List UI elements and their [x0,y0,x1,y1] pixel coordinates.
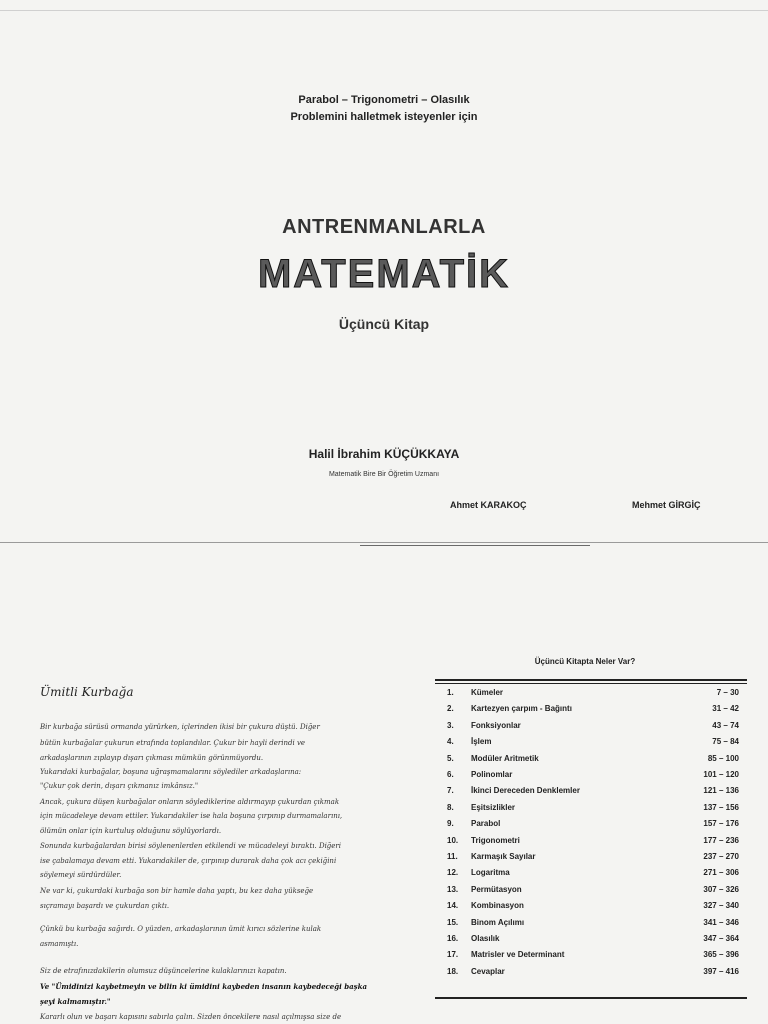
cover-author: Halil İbrahim KÜÇÜKKAYA [308,447,460,461]
toc-row-number: 3. [447,721,454,730]
toc-row [447,836,739,852]
toc-row-number: 17. [447,950,459,959]
toc-row-title: İkinci Dereceden Denklemler [471,786,580,795]
toc-row-pages: 101 – 120 [703,770,739,779]
toc-row-pages: 237 – 270 [703,852,739,861]
toc-row-title: Cevaplar [471,967,505,976]
toc-row-pages: 7 – 30 [716,688,739,697]
toc-heading: Üçüncü Kitapta Neler Var? [534,657,636,666]
story-title: Ümitli Kurbağa [40,685,134,699]
story-line: ise çabalamaya devam etti. Yukarıdakiler de, çırpınıp durarak daha çok acı çekiğini [40,857,337,865]
toc-top-rule [435,679,747,681]
toc-row-title: Trigonometri [471,836,520,845]
toc-row [447,819,739,835]
story-line: sıçramayı başardı ve çukurdan çıktı. [40,902,170,910]
story-line: Ve "Ümidinizi kaybetmeyin ve bilin ki ümidini kaybeden insanın kaybedeceği başka [40,982,368,991]
toc-row-title: Modüler Aritmetik [471,754,539,763]
toc-row-title: Permütasyon [471,885,522,894]
cover-author-role: Matematik Bire Bir Öğretim Uzmanı [328,471,440,478]
toc-row-pages: 31 – 42 [712,704,739,713]
toc-row [447,688,739,704]
toc-top-rule-thin [435,683,747,684]
toc-row [447,950,739,966]
story-line: için mücadeleye devam ettiler. Yukarıdakiler ise hala boşuna çırpınıp durmamalarını, [40,812,343,820]
story-line: Sonunda kurbağalardan birisi söylenenlerden etkilendi ve mücadeleyi bıraktı. Diğeri [40,842,342,850]
toc-row-pages: 157 – 176 [703,819,739,828]
page-divider [0,542,768,543]
toc-row-number: 15. [447,918,459,927]
story-line: Ne var ki, çukurdaki kurbağa son bir hamle daha yaptı, bu kez daha yükseğe [40,887,314,895]
story-line: arkadaşlarının zıplayıp dışarı çıkması mümkün görünmüyordu. [40,754,264,762]
cover-title-line1: ANTRENMANLARLA [282,216,486,238]
story-line: şeyi kalmamıştır." [40,997,111,1006]
cover-coauthor-left: Ahmet KARAKOÇ [450,500,527,510]
toc-row-number: 11. [447,852,458,861]
cover-title-main: MATEMATİK [257,252,511,296]
top-page-edge [0,10,768,11]
cover-subtitle-line2: Problemini halletmek isteyenler için [290,111,478,123]
story-line: ölümün onlar için kurtuluş olduğunu söylüyorlardı. [40,827,222,835]
toc-row-title: Karmaşık Sayılar [471,852,536,861]
toc-row-pages: 85 – 100 [707,754,739,763]
toc-row-title: Kombinasyon [471,901,524,910]
toc-row-pages: 137 – 156 [703,803,739,812]
toc-row-number: 2. [447,704,454,713]
toc-row-title: Eşitsizlikler [471,803,516,812]
cover-volume: Üçüncü Kitap [338,316,430,332]
toc-row [447,754,739,770]
story-line: Ancak, çukura düşen kurbağalar onların söylediklerine aldırmayıp çukurdan çıkmak [40,798,340,806]
toc-bottom-rule [435,997,747,999]
cover-subtitle-line1: Parabol – Trigonometri – Olasılık [298,94,470,106]
toc-row-pages: 307 – 326 [703,885,739,894]
toc-row-pages: 121 – 136 [703,786,739,795]
toc-row-pages: 347 – 364 [703,934,739,943]
toc-row-number: 16. [447,934,459,943]
toc-row-pages: 341 – 346 [703,918,739,927]
story-line: "Çukur çok derin, dışarı çıkmanız imkânsız." [40,782,199,790]
toc-row [447,868,739,884]
toc-row-number: 8. [447,803,454,812]
toc-row-title: Kartezyen çarpım - Bağıntı [471,704,572,713]
toc-row-number: 9. [447,819,454,828]
toc-row-pages: 43 – 74 [712,721,739,730]
story-line: Kararlı olun ve başarı kapısını sabırla çalın. Sizden öncekilere nasıl açılmışsa size de [40,1013,342,1021]
toc-row [447,967,739,983]
story-line: Bir kurbağa sürüsü ormanda yürürken, içlerinden ikisi bir çukura düştü. Diğer [40,723,320,731]
toc-row [447,852,739,868]
toc-row [447,934,739,950]
toc-row-pages: 271 – 306 [703,868,739,877]
story-line: bütün kurbağalar çukurun etrafında toplandılar. Çukur bir hayli derindi ve [40,739,306,747]
toc-row-number: 10. [447,836,459,845]
story-line: söylemeyi sürdürdüler. [40,871,122,879]
toc-row [447,803,739,819]
toc-row-number: 6. [447,770,454,779]
toc-row-number: 4. [447,737,454,746]
toc-row [447,901,739,917]
toc-row [447,885,739,901]
toc-row-pages: 177 – 236 [703,836,739,845]
toc-row-number: 12. [447,868,459,877]
toc-row-pages: 365 – 396 [703,950,739,959]
toc-row-title: Polinomlar [471,770,513,779]
toc-row-number: 13. [447,885,459,894]
toc-row-pages: 75 – 84 [712,737,739,746]
toc-row-pages: 397 – 416 [703,967,739,976]
toc-row-title: Matrisler ve Determinant [471,950,565,959]
toc-row [447,770,739,786]
cover-coauthor-right: Mehmet GİRGİÇ [632,500,701,510]
toc-row [447,786,739,802]
toc-row [447,918,739,934]
story-line: Siz de etrafınızdakilerin olumsuz düşüncelerine kulaklarınızı kapatın. [40,967,287,975]
toc-row-number: 1. [447,688,454,697]
story-line: Çünkü bu kurbağa sağırdı. O yüzden, arkadaşlarının ümit kırıcı sözlerine kulak [40,925,322,933]
story-line: Yukarıdaki kurbağalar, boşuna uğraşmamalarını söylediler arkadaşlarına: [40,768,302,776]
toc-row [447,704,739,720]
toc-row-number: 14. [447,901,459,910]
toc-row-title: Parabol [471,819,501,828]
toc-row-number: 5. [447,754,454,763]
toc-row-title: Fonksiyonlar [471,721,521,730]
toc-row-number: 7. [447,786,454,795]
story-line: asmamıştı. [40,940,79,948]
page-divider-shadow [360,545,590,546]
toc-row-pages: 327 – 340 [703,901,739,910]
toc-row-title: Binom Açılımı [471,918,525,927]
toc-row-title: İşlem [471,737,492,746]
toc-row [447,721,739,737]
toc-row-title: Olasılık [471,934,500,943]
toc-row-number: 18. [447,967,459,976]
toc-row [447,737,739,753]
toc-row-title: Kümeler [471,688,504,697]
toc-row-title: Logaritma [471,868,510,877]
